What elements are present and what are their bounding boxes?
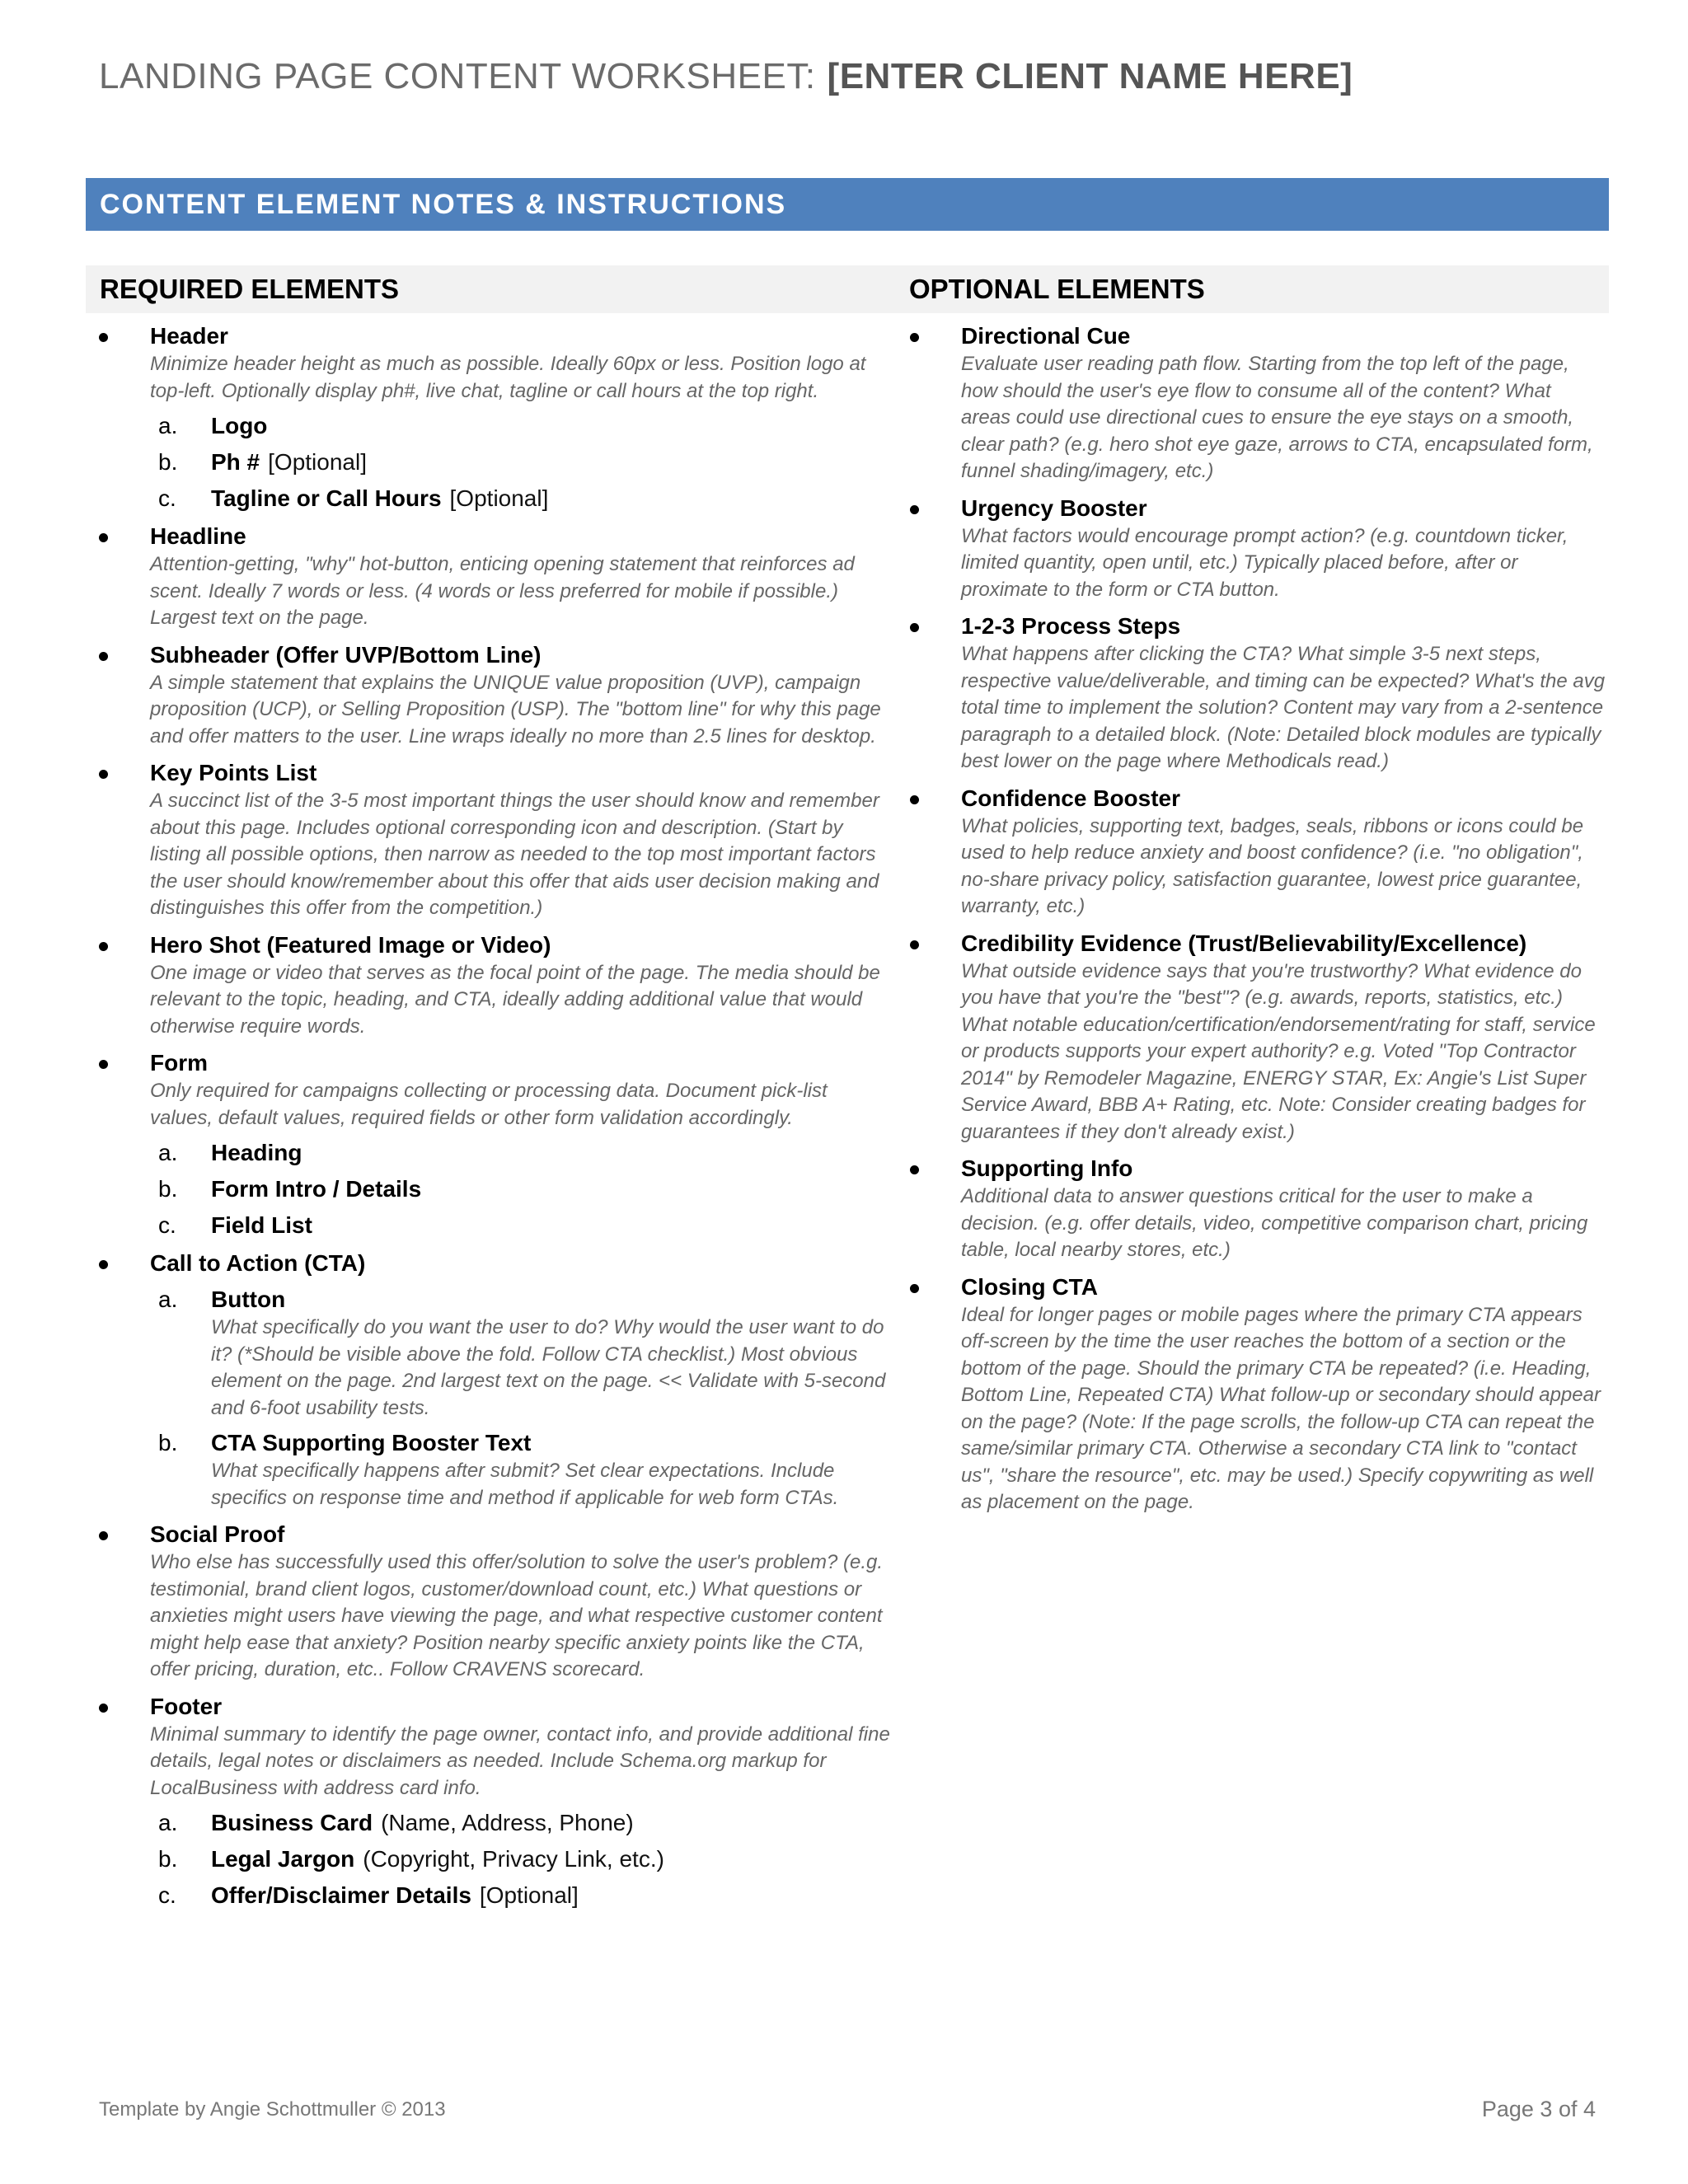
item-confidence-booster [897,784,1606,921]
bullet-icon [99,333,108,342]
sub-item-button [150,1285,893,1422]
item-title: Form [150,1050,208,1076]
optional-elements-column [897,321,1606,1525]
item-credibility-evidence [897,929,1606,1146]
item-form [86,1048,893,1240]
sub-item-tagline [150,484,893,513]
item-title: Urgency Booster [961,494,1147,521]
page-title [99,56,1353,97]
item-description: One image or video that serves as the focal point of the page. The media should be relevant to the topic, heading, and CTA, ideally adding additional value that would otherwise require words. [150,961,880,1038]
optional-tag: [Optional] [449,485,549,511]
bullet-icon [910,505,919,514]
item-subheader [86,640,893,751]
item-key-points [86,758,893,922]
sub-item-letter: c. [158,1212,176,1238]
sub-item-title: Tagline or Call Hours [211,485,442,511]
sub-item-title: Ph # [211,449,260,475]
sub-item-title: Legal Jargon [211,1846,355,1872]
item-process-steps [897,612,1606,776]
bullet-icon [99,1260,108,1269]
bullet-icon [910,623,919,632]
item-title: Key Points List [150,760,317,785]
item-description: Additional data to answer questions critical for the user to make a decision. (e.g. offer details, video, competitive comparison chart, pricing table, local nearby stores, etc.) [961,1185,1588,1261]
sub-item-title: Business Card [211,1810,373,1835]
sub-item-description: What specifically do you want the user to do? Why would the user want to do it? (*Should be visible above the fold. Follow CTA checklist.) Most obvious element on the page. 2nd largest text on the page. << Validate with 5-second and 6-foot usability tests. [211,1316,886,1419]
item-supporting-info [897,1154,1606,1264]
sub-item-phone [150,448,893,477]
item-title: 1-2-3 Process Steps [961,613,1181,639]
sub-item-title: Field List [211,1212,312,1238]
bullet-icon [910,795,919,804]
sub-item-heading [150,1138,893,1168]
item-title: Directional Cue [961,323,1131,349]
item-title: Supporting Info [961,1155,1133,1181]
item-hero-shot [86,930,893,1041]
item-description: What outside evidence says that you're trustworthy? What evidence do you have that you're the "best"? (e.g. awards, reports, statistics, etc.) What notable education/certification/endorsement/rating for staff, service or products supports your expert authority? e.g. Voted "Top Contractor 2014" by Remodeler Magazine, ENERGY STAR, Ex: Angie's List Super Service Award, BBB A+ Rating, etc. Note: Consider creating badges for guarantees if they don't already exist.) [961,959,1596,1143]
item-title: Credibility Evidence (Trust/Believability/Excellence) [961,930,1527,956]
item-header [86,321,893,513]
item-closing-cta [897,1272,1606,1516]
item-description: What factors would encourage prompt action? (e.g. countdown ticker, limited quantity, open until, etc.) Typically placed before, after or proximate to the form or CTA button. [961,524,1568,601]
sub-item-letter: c. [158,1882,176,1908]
item-social-proof [86,1520,893,1684]
sub-item-letter: b. [158,1846,178,1872]
sub-item-title: Heading [211,1140,302,1165]
item-headline [86,522,893,632]
bullet-icon [910,940,919,949]
sub-item-form-intro [150,1174,893,1204]
item-title: Call to Action (CTA) [150,1250,366,1276]
section-banner: CONTENT ELEMENT NOTES & INSTRUCTIONS [86,178,1609,231]
optional-tag: [Optional] [268,449,367,475]
item-description: Ideal for longer pages or mobile pages where the primary CTA appears off-screen by the time the user reaches the bottom of a section or the bottom of the page. Should the primary CTA be repeated? (i.e. Heading, Bottom Line, Repeated CTA) What follow-up or secondary should appear on the page? (Note: If the page scrolls, the follow-up CTA can repeat the same/similar primary CTA. Otherwise a secondary CTA link to "contact us", "share the resource", etc. may be used.) Specify copywriting as well as placement on the page. [961,1303,1601,1513]
item-title: Closing CTA [961,1273,1098,1300]
bullet-icon [99,770,108,779]
sub-item-letter: a. [158,413,178,438]
sub-item-letter: a. [158,1286,178,1312]
item-description: A succinct list of the 3-5 most important things the user should know and remember about this page. Includes optional corresponding icon and description. (Start by listing all possible options, then narrow as needed to the top most important factors the user should know/remember about this offer that aids user decision making and distinguishes this offer from the competition.) [150,790,879,919]
sub-item-legal-jargon [150,1844,893,1874]
item-description: What happens after clicking the CTA? What simple 3-5 next steps, respective value/deliverable, and timing can be expected? What's the avg total time to implement the solution? Content may vary from a 2-sentence paragraph to a detailed block. (Note: Detailed block modules are typically best lower on the page where Methodicals read.) [961,643,1606,772]
item-call-to-action [86,1249,893,1511]
sub-item-title: Button [211,1286,286,1312]
item-title: Headline [150,523,246,549]
item-description: Who else has successfully used this offer/solution to solve the user's problem? (e.g. testimonial, brand client logos, customer/download count, etc.) What questions or anxieties might users have viewing the page, and what respective customer content might help ease that anxiety? Position nearby specific anxiety points like the CTA, offer pricing, duration, etc.. Follow CRAVENS scorecard. [150,1551,884,1680]
bullet-icon [910,1284,919,1293]
sub-item-letter: b. [158,449,178,475]
sub-item-field-list [150,1211,893,1240]
bullet-icon [99,1704,108,1713]
sub-item-letter: a. [158,1140,178,1165]
sub-item-note: (Copyright, Privacy Link, etc.) [363,1846,664,1872]
item-urgency-booster [897,494,1606,604]
sub-item-logo [150,411,893,441]
item-description: A simple statement that explains the UNIQUE value proposition (UVP), campaign proposition (UCP), or Selling Proposition (USP). The "bottom line" for why this page and offer matters to the user. Line wraps ideally no more than 2.5 lines for desktop. [150,671,881,748]
bullet-icon [99,1060,108,1069]
item-title: Confidence Booster [961,785,1181,811]
sub-item-letter: c. [158,485,176,511]
bullet-icon [99,942,108,951]
bullet-icon [99,652,108,661]
item-directional-cue [897,321,1606,485]
sub-item-description: What specifically happens after submit? Set clear expectations. Include specifics on response time and method if applicable for web form CTAs. [211,1460,839,1509]
client-name-placeholder: [ENTER CLIENT NAME HERE] [827,56,1353,96]
optional-elements-heading: OPTIONAL ELEMENTS [897,265,1609,313]
sub-item-note: (Name, Address, Phone) [381,1810,634,1835]
item-description: Minimize header height as much as possible. Ideally 60px or less. Position logo at top-left. Optionally display ph#, live chat, tagline or call hours at the top right. [150,353,866,402]
item-footer [86,1692,893,1911]
required-elements-column [86,321,893,1919]
item-description: Attention-getting, "why" hot-button, enticing opening statement that reinforces ad scent. Ideally 7 words or less. (4 words or less preferred for mobile if possible.) Largest text on the page. [150,553,855,629]
bullet-icon [910,1165,919,1174]
bullet-icon [99,1531,108,1540]
item-description: What policies, supporting text, badges, seals, ribbons or icons could be used to help reduce anxiety and boost confidence? (i.e. "no obligation", no-share privacy policy, satisfaction guarantee, lowest price guarantee, warranty, etc.) [961,814,1584,917]
sub-item-business-card [150,1808,893,1838]
item-title: Header [150,323,228,349]
bullet-icon [99,533,108,542]
item-description: Minimal summary to identify the page owner, contact info, and provide additional fine details, legal notes or disclaimers as needed. Include Schema.org markup for LocalBusiness with address card info. [150,1722,890,1799]
item-title: Footer [150,1693,223,1719]
required-elements-heading: REQUIRED ELEMENTS [86,265,897,313]
sub-item-title: Offer/Disclaimer Details [211,1882,471,1908]
worksheet-title: LANDING PAGE CONTENT WORKSHEET: [99,56,816,96]
sub-item-title: Logo [211,413,268,438]
sub-item-letter: b. [158,1176,178,1202]
item-title: Subheader (Offer UVP/Bottom Line) [150,641,542,668]
optional-tag: [Optional] [479,1882,579,1908]
sub-item-title: CTA Supporting Booster Text [211,1430,532,1455]
sub-item-letter: b. [158,1430,178,1455]
page-number: Page 3 of 4 [1481,2097,1596,2121]
sub-item-title: Form Intro / Details [211,1176,422,1202]
sub-item-offer-disclaimer [150,1881,893,1910]
sub-item-letter: a. [158,1810,178,1835]
template-credit: Template by Angie Schottmuller © 2013 [99,2098,446,2121]
sub-item-cta-booster [150,1428,893,1511]
item-title: Hero Shot (Featured Image or Video) [150,931,551,958]
item-description: Only required for campaigns collecting or processing data. Document pick-list values, default values, required fields or other form validation accordingly. [150,1080,828,1129]
bullet-icon [910,333,919,342]
item-description: Evaluate user reading path flow. Starting from the top left of the page, how should the user's eye flow to consume all of the content? What areas could use directional cues to ensure the eye stays on a smooth, clear path? (e.g. hero shot eye gaze, arrows to CTA, encapsulated form, funnel shading/imagery, etc.) [961,353,1593,482]
item-title: Social Proof [150,1521,285,1547]
